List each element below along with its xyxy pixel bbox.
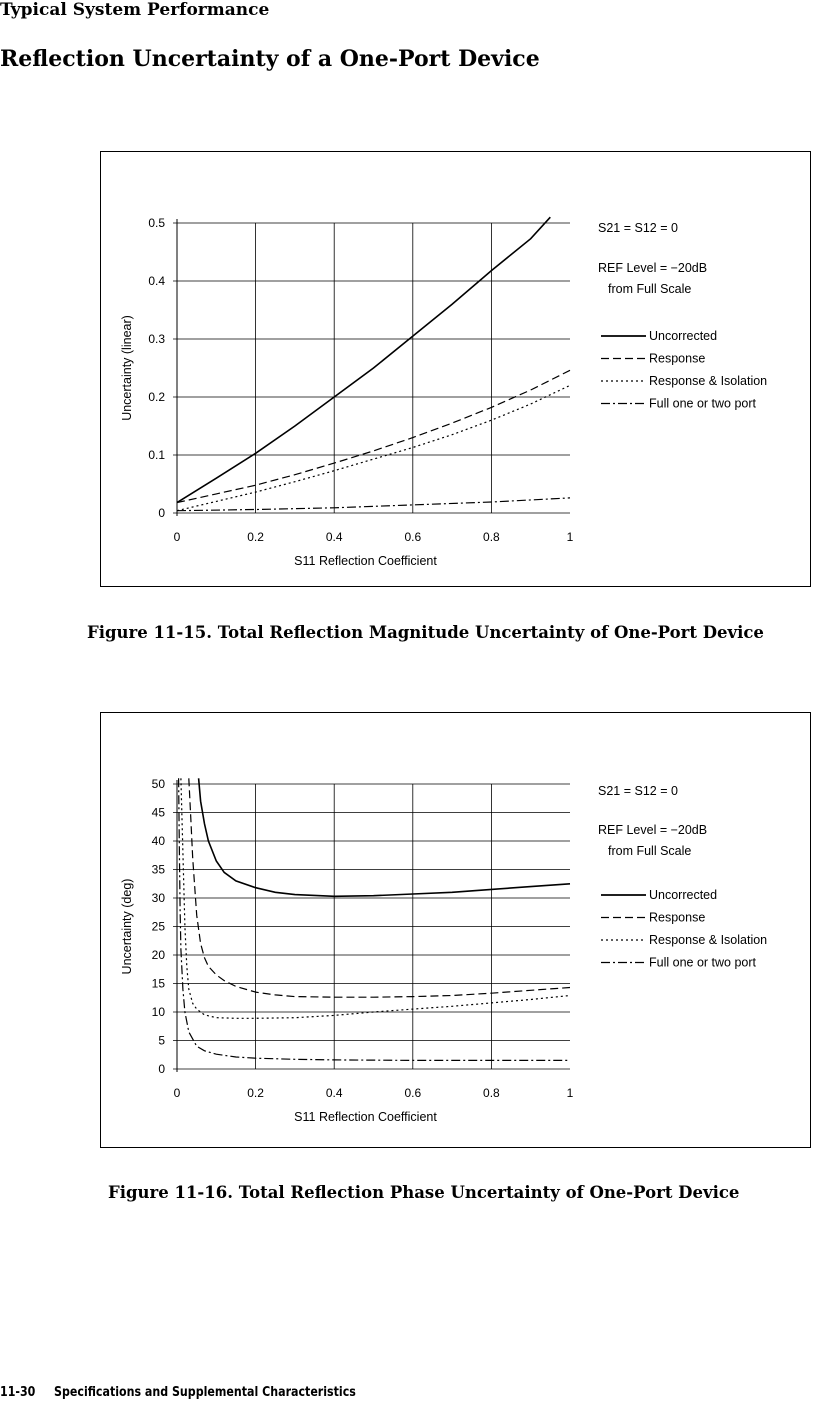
phase-uncertainty-chart — [101, 713, 810, 1147]
y-tick-label: 15 — [151, 976, 165, 991]
y-tick-label: 20 — [151, 948, 165, 962]
figure-11-16-frame — [100, 712, 811, 1148]
legend-label: Full one or two port — [649, 955, 756, 970]
y-tick-label: 0.3 — [148, 332, 165, 346]
legend-label: Response & Isolation — [649, 933, 768, 947]
y-tick-label: 0.4 — [148, 274, 165, 288]
series-line-response-isolation — [177, 385, 570, 510]
y-axis-title: Uncertainty (linear) — [120, 315, 134, 421]
series-line-uncorrected — [199, 778, 570, 896]
series-line-uncorrected — [177, 217, 550, 502]
page-heading: Reflection Uncertainty of a One-Port Device — [0, 46, 540, 72]
annotation-s-params: S21 = S12 = 0 — [598, 221, 678, 235]
x-tick-label: 1 — [566, 530, 574, 544]
y-tick-label: 0.5 — [148, 216, 165, 230]
x-tick-label: 0.6 — [404, 1086, 422, 1100]
legend-label: Uncorrected — [649, 888, 718, 902]
annotation-s-params: S21 = S12 = 0 — [598, 784, 678, 798]
y-tick-label: 0.1 — [148, 448, 165, 462]
section-title: Typical System Performance — [0, 0, 270, 20]
y-tick-label: 0.2 — [148, 390, 165, 404]
page-number: 11-30 — [0, 1385, 36, 1400]
y-tick-label: 50 — [151, 777, 165, 791]
y-tick-label: 35 — [151, 862, 165, 877]
x-tick-label: 0 — [173, 1086, 181, 1100]
figure-11-15-caption: Figure 11-15. Total Reflection Magnitude Uncertainty of One-Port Device — [87, 623, 764, 642]
annotation-full-scale: from Full Scale — [608, 282, 692, 296]
y-axis-title: Uncertainty (deg) — [120, 878, 134, 975]
x-tick-label: 0 — [173, 530, 181, 544]
y-tick-label: 25 — [151, 919, 165, 934]
y-tick-label: 0 — [158, 506, 165, 520]
legend-label: Uncorrected — [649, 329, 718, 343]
x-axis-title: S11 Reflection Coefficient — [294, 1110, 437, 1124]
y-tick-label: 10 — [151, 1005, 165, 1019]
x-tick-label: 0.2 — [247, 1086, 264, 1100]
page-footer — [0, 1385, 356, 1400]
y-tick-label: 5 — [158, 1033, 165, 1048]
x-tick-label: 1 — [566, 1086, 574, 1100]
annotation-full-scale: from Full Scale — [608, 844, 692, 858]
legend-label: Response & Isolation — [649, 374, 768, 388]
legend-label: Response — [649, 910, 706, 925]
x-tick-label: 0.2 — [247, 530, 264, 544]
legend-label: Full one or two port — [649, 396, 756, 411]
annotation-ref-level: REF Level = −20dB — [598, 823, 708, 837]
series-line-response — [177, 370, 570, 502]
x-tick-label: 0.8 — [483, 1086, 500, 1100]
magnitude-uncertainty-chart — [101, 152, 810, 586]
x-tick-label: 0.8 — [483, 530, 500, 544]
y-tick-label: 0 — [158, 1062, 165, 1076]
annotation-ref-level: REF Level = −20dB — [598, 261, 708, 275]
y-tick-label: 30 — [151, 891, 165, 905]
x-axis-title: S11 Reflection Coefficient — [294, 554, 437, 568]
y-tick-label: 40 — [151, 834, 165, 848]
x-tick-label: 0.4 — [325, 530, 343, 544]
y-tick-label: 45 — [151, 805, 165, 820]
series-line-full-one-or-two-port — [177, 498, 570, 511]
figure-11-15-frame — [100, 151, 811, 587]
footer-text: Specifications and Supplemental Characteristics — [54, 1385, 356, 1400]
x-tick-label: 0.4 — [325, 1086, 343, 1100]
figure-11-16-caption: Figure 11-16. Total Reflection Phase Uncertainty of One-Port Device — [108, 1183, 740, 1202]
legend-label: Response — [649, 351, 706, 366]
x-tick-label: 0.6 — [404, 530, 422, 544]
